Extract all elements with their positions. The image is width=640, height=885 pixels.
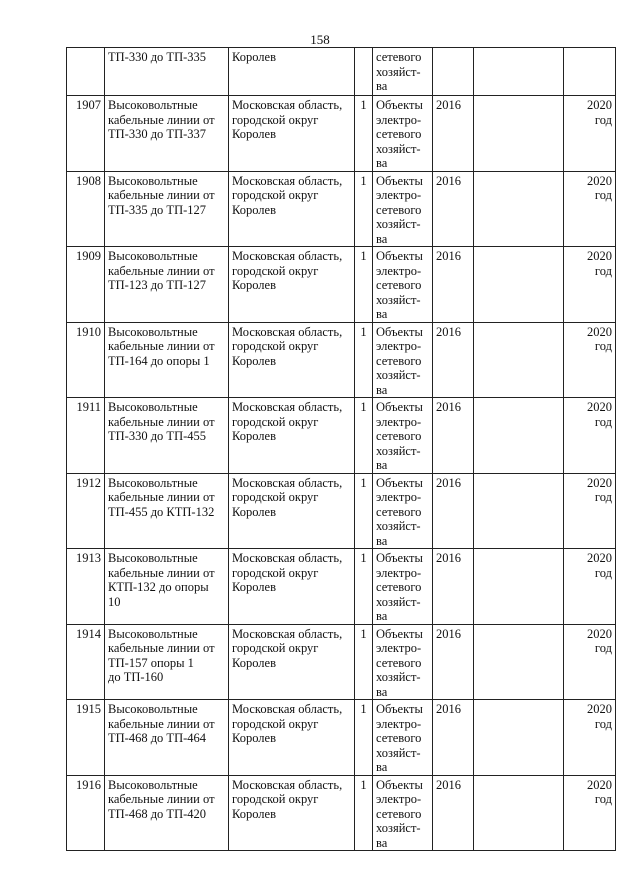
line: ТП-455 до КТП-132 xyxy=(108,504,215,519)
line: ва xyxy=(376,79,388,93)
line: ва xyxy=(376,307,388,321)
line: ва xyxy=(376,760,388,774)
table-row xyxy=(67,473,616,549)
line: сетевого xyxy=(376,731,422,745)
line: Королев xyxy=(232,353,276,368)
line: Королев xyxy=(232,429,276,443)
table-row xyxy=(67,549,616,625)
line: Высоковольтные xyxy=(108,98,198,112)
cell-year: 2016 xyxy=(433,549,474,625)
line: 2020 xyxy=(587,324,612,339)
cell-number: 1916 xyxy=(67,775,105,851)
line: Московская область, xyxy=(232,98,343,112)
cell-name xyxy=(105,96,229,172)
line: 2020 xyxy=(587,173,612,188)
line: электро- xyxy=(376,414,422,429)
cell-quantity: 1 xyxy=(355,96,373,172)
cell-number: 1907 xyxy=(67,96,105,172)
cell-address xyxy=(229,624,355,700)
line: Объекты xyxy=(376,702,423,716)
line: Московская область, xyxy=(232,626,343,641)
line: Московская область, xyxy=(232,551,343,565)
cell-quantity: 1 xyxy=(355,549,373,625)
cell-object-type xyxy=(373,171,433,247)
line: электро- xyxy=(376,112,422,127)
cell-object-type xyxy=(373,96,433,172)
line: кабельные линии от xyxy=(108,792,215,806)
line: городской округ xyxy=(232,339,319,353)
line: Высоковольтные xyxy=(108,249,198,263)
cell-quantity: 1 xyxy=(355,775,373,851)
line: хозяйст- xyxy=(376,64,421,79)
cell-object-type xyxy=(373,48,433,96)
line: 2020 xyxy=(587,551,612,565)
cell-deadline xyxy=(564,48,616,96)
line: Королев xyxy=(232,806,276,821)
line: год xyxy=(594,414,612,429)
cell-blank xyxy=(474,700,564,776)
registry-table xyxy=(66,47,616,851)
cell-year: 2016 xyxy=(433,398,474,474)
line: ва xyxy=(376,684,388,699)
line: ТП-468 до ТП-420 xyxy=(108,806,207,821)
line: хозяйст- xyxy=(376,594,421,609)
cell-number: 1908 xyxy=(67,171,105,247)
line: КТП-132 до опоры xyxy=(108,580,209,594)
line: год xyxy=(594,339,612,353)
cell-number: 1909 xyxy=(67,247,105,323)
cell-object-type xyxy=(373,775,433,851)
cell-quantity: 1 xyxy=(355,247,373,323)
line: Объекты xyxy=(376,626,423,641)
line: Высоковольтные xyxy=(108,475,198,490)
cell-deadline xyxy=(564,171,616,247)
line: сетевого xyxy=(376,50,422,64)
line: городской округ xyxy=(232,641,319,655)
line: Королев xyxy=(232,731,276,745)
cell-number: 1912 xyxy=(67,473,105,549)
cell-blank xyxy=(474,398,564,474)
cell-object-type xyxy=(373,473,433,549)
line: Королев xyxy=(232,127,276,141)
cell-quantity xyxy=(355,48,373,96)
line: сетевого xyxy=(376,429,422,443)
cell-year: 2016 xyxy=(433,247,474,323)
line: сетевого xyxy=(376,806,422,821)
cell-year: 2016 xyxy=(433,473,474,549)
line: 10 xyxy=(108,594,121,609)
cell-blank xyxy=(474,322,564,398)
cell-address xyxy=(229,700,355,776)
cell-object-type xyxy=(373,624,433,700)
cell-deadline xyxy=(564,624,616,700)
line: Королев xyxy=(232,202,276,217)
line: ва xyxy=(376,533,388,548)
line: хозяйст- xyxy=(376,368,421,382)
line: электро- xyxy=(376,188,422,202)
table-row xyxy=(67,322,616,398)
line: сетевого xyxy=(376,278,422,292)
cell-address xyxy=(229,775,355,851)
cell-object-type xyxy=(373,398,433,474)
cell-number: 1914 xyxy=(67,624,105,700)
line: 2020 xyxy=(587,626,612,641)
line: Московская область, xyxy=(232,173,343,188)
cell-quantity: 1 xyxy=(355,624,373,700)
line: Объекты xyxy=(376,249,423,263)
cell-deadline xyxy=(564,775,616,851)
line: электро- xyxy=(376,565,422,580)
line: хозяйст- xyxy=(376,670,421,684)
line: сетевого xyxy=(376,504,422,519)
line: электро- xyxy=(376,716,422,731)
cell-blank xyxy=(474,96,564,172)
line: ва xyxy=(376,382,388,397)
line: Высоковольтные xyxy=(108,551,198,565)
line: городской округ xyxy=(232,490,319,504)
line: Объекты xyxy=(376,475,423,490)
cell-quantity: 1 xyxy=(355,473,373,549)
line: ва xyxy=(376,231,388,246)
line: электро- xyxy=(376,339,422,353)
line: год xyxy=(594,716,612,731)
line: Королев xyxy=(232,278,276,292)
line: сетевого xyxy=(376,655,422,670)
cell-address xyxy=(229,247,355,323)
table-row xyxy=(67,96,616,172)
cell-number: 1913 xyxy=(67,549,105,625)
line: ТП-157 опоры 1 xyxy=(108,655,194,670)
line: хозяйст- xyxy=(376,443,421,458)
line: городской округ xyxy=(232,716,319,731)
line: электро- xyxy=(376,263,422,278)
line: кабельные линии от xyxy=(108,339,215,353)
table-row xyxy=(67,700,616,776)
cell-blank xyxy=(474,473,564,549)
cell-object-type xyxy=(373,700,433,776)
cell-deadline xyxy=(564,398,616,474)
line: кабельные линии от xyxy=(108,112,215,127)
cell-blank xyxy=(474,549,564,625)
line: год xyxy=(594,263,612,278)
line: Высоковольтные xyxy=(108,702,198,716)
line: Объекты xyxy=(376,324,423,339)
cell-deadline xyxy=(564,549,616,625)
line: ТП-123 до ТП-127 xyxy=(108,278,207,292)
line: ТП-330 до ТП-455 xyxy=(108,429,207,443)
line: ва xyxy=(376,156,388,170)
cell-name xyxy=(105,700,229,776)
cell-quantity: 1 xyxy=(355,700,373,776)
line: год xyxy=(594,188,612,202)
line: ва xyxy=(376,458,388,472)
line: Московская область, xyxy=(232,400,343,414)
cell-blank xyxy=(474,48,564,96)
line: Высоковольтные xyxy=(108,626,198,641)
line: ТП-468 до ТП-464 xyxy=(108,731,207,745)
line: кабельные линии от xyxy=(108,641,215,655)
cell-address xyxy=(229,549,355,625)
line: Объекты xyxy=(376,173,423,188)
cell-blank xyxy=(474,775,564,851)
line: 2020 xyxy=(587,777,612,792)
line: хозяйст- xyxy=(376,821,421,835)
line: Объекты xyxy=(376,777,423,792)
line: электро- xyxy=(376,641,422,655)
line: городской округ xyxy=(232,188,319,202)
line: ва xyxy=(376,835,388,850)
cell-number xyxy=(67,48,105,96)
line: Королев xyxy=(232,504,276,519)
line: 2020 xyxy=(587,249,612,263)
cell-year: 2016 xyxy=(433,775,474,851)
cell-name xyxy=(105,398,229,474)
table-row xyxy=(67,171,616,247)
cell-number: 1910 xyxy=(67,322,105,398)
cell-address xyxy=(229,48,355,96)
registry-body xyxy=(67,48,616,851)
line: Московская область, xyxy=(232,702,343,716)
cell-year xyxy=(433,48,474,96)
line: 2020 xyxy=(587,98,612,112)
line: 2020 xyxy=(587,702,612,716)
cell-deadline xyxy=(564,96,616,172)
cell-address xyxy=(229,171,355,247)
cell-name xyxy=(105,549,229,625)
table-row xyxy=(67,247,616,323)
cell-year: 2016 xyxy=(433,624,474,700)
line: городской округ xyxy=(232,792,319,806)
line: Московская область, xyxy=(232,324,343,339)
line: Королев xyxy=(232,580,276,594)
line: городской округ xyxy=(232,112,319,127)
cell-number: 1911 xyxy=(67,398,105,474)
line: Объекты xyxy=(376,400,423,414)
cell-deadline xyxy=(564,322,616,398)
cell-object-type xyxy=(373,549,433,625)
line: 2020 xyxy=(587,475,612,490)
line: городской округ xyxy=(232,263,319,278)
line: хозяйст- xyxy=(376,141,421,156)
cell-blank xyxy=(474,171,564,247)
line: ТП-330 до ТП-337 xyxy=(108,127,207,141)
cell-quantity: 1 xyxy=(355,171,373,247)
cell-name xyxy=(105,775,229,851)
line: ТП-335 до ТП-127 xyxy=(108,202,207,217)
line: 2020 xyxy=(587,400,612,414)
cell-object-type xyxy=(373,322,433,398)
table-row xyxy=(67,398,616,474)
line: хозяйст- xyxy=(376,217,421,231)
cell-address xyxy=(229,96,355,172)
cell-name xyxy=(105,247,229,323)
line: год xyxy=(594,641,612,655)
line: до ТП-160 xyxy=(108,670,164,684)
cell-blank xyxy=(474,624,564,700)
line: электро- xyxy=(376,490,422,504)
cell-name xyxy=(105,624,229,700)
line: Высоковольтные xyxy=(108,777,198,792)
table-row xyxy=(67,624,616,700)
cell-name xyxy=(105,171,229,247)
cell-deadline xyxy=(564,247,616,323)
cell-address xyxy=(229,398,355,474)
cell-name xyxy=(105,322,229,398)
line: Объекты xyxy=(376,551,423,565)
line: кабельные линии от xyxy=(108,188,215,202)
line: Высоковольтные xyxy=(108,173,198,188)
line: кабельные линии от xyxy=(108,490,215,504)
line: городской округ xyxy=(232,414,319,429)
page-number: 158 xyxy=(310,32,330,47)
line: Королев xyxy=(232,655,276,670)
line: ТП-330 до ТП-335 xyxy=(108,50,207,64)
line: Московская область, xyxy=(232,475,343,490)
line: Высоковольтные xyxy=(108,400,198,414)
cell-blank xyxy=(474,247,564,323)
line: кабельные линии от xyxy=(108,716,215,731)
cell-address xyxy=(229,322,355,398)
cell-deadline xyxy=(564,700,616,776)
cell-number: 1915 xyxy=(67,700,105,776)
cell-quantity: 1 xyxy=(355,322,373,398)
line: год xyxy=(594,112,612,127)
line: электро- xyxy=(376,792,422,806)
line: год xyxy=(594,792,612,806)
line: Московская область, xyxy=(232,777,343,792)
continuation-row xyxy=(67,48,616,96)
cell-address xyxy=(229,473,355,549)
cell-object-type xyxy=(373,247,433,323)
line: кабельные линии от xyxy=(108,263,215,278)
line: кабельные линии от xyxy=(108,565,215,580)
cell-year: 2016 xyxy=(433,171,474,247)
cell-year: 2016 xyxy=(433,700,474,776)
line: ТП-164 до опоры 1 xyxy=(108,353,210,368)
line: сетевого xyxy=(376,202,422,217)
cell-name xyxy=(105,473,229,549)
cell-name xyxy=(105,48,229,96)
line: сетевого xyxy=(376,353,422,368)
line: сетевого xyxy=(376,580,422,594)
line: Московская область, xyxy=(232,249,343,263)
table-row xyxy=(67,775,616,851)
line: городской округ xyxy=(232,565,319,580)
line: Объекты xyxy=(376,98,423,112)
line: сетевого xyxy=(376,127,422,141)
line: кабельные линии от xyxy=(108,414,215,429)
line: хозяйст- xyxy=(376,745,421,760)
line: хозяйст- xyxy=(376,292,421,307)
cell-quantity: 1 xyxy=(355,398,373,474)
line: Королев xyxy=(232,50,276,64)
line: год xyxy=(594,565,612,580)
cell-year: 2016 xyxy=(433,322,474,398)
line: год xyxy=(594,490,612,504)
line: ва xyxy=(376,609,388,623)
line: Высоковольтные xyxy=(108,324,198,339)
cell-year: 2016 xyxy=(433,96,474,172)
cell-deadline xyxy=(564,473,616,549)
line: хозяйст- xyxy=(376,519,421,533)
